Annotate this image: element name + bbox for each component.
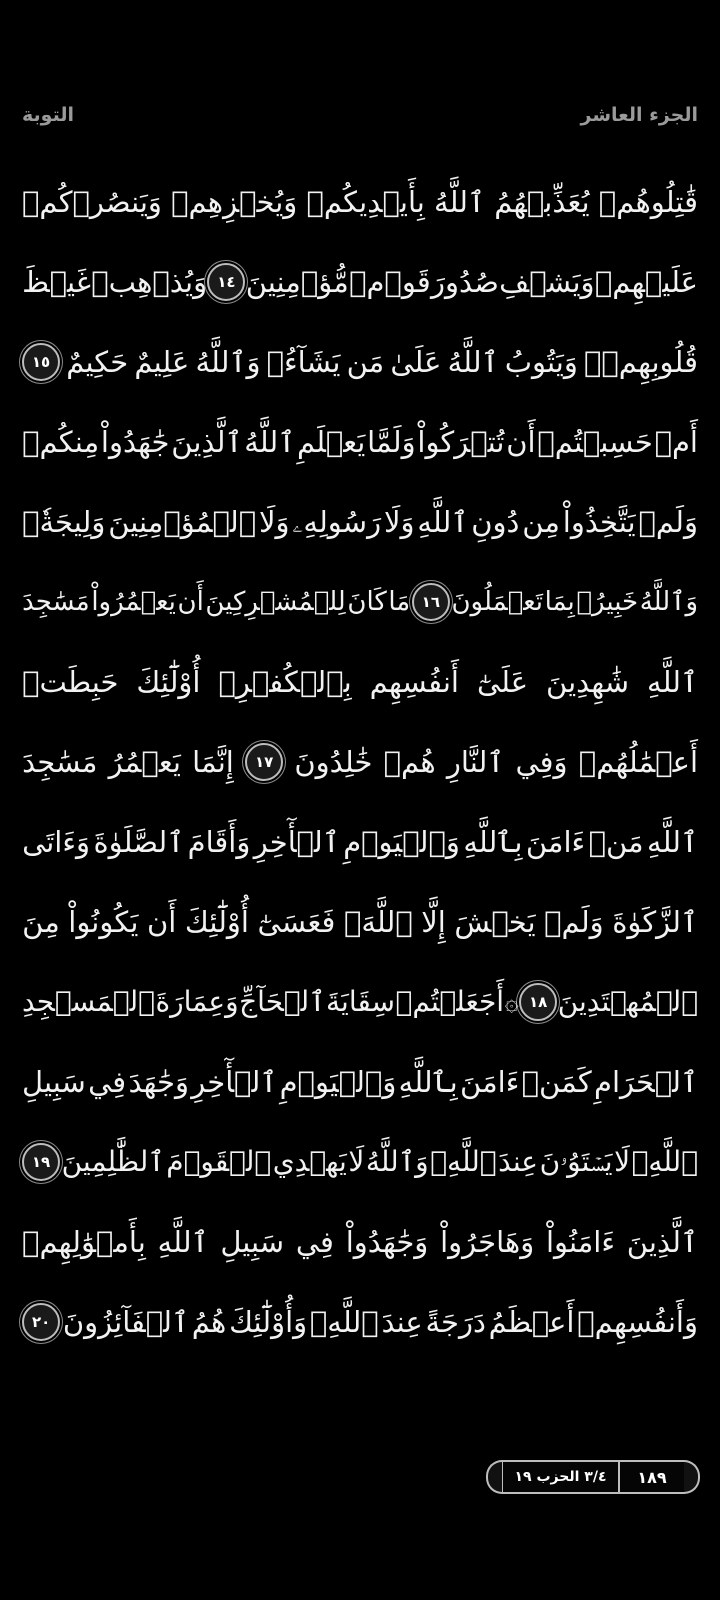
quran-word[interactable]: أَنفُسِهِم — [369, 664, 459, 699]
quran-word[interactable]: دُونِ — [471, 504, 520, 539]
quran-word[interactable]: لَا — [614, 1145, 631, 1178]
quran-word[interactable]: وَٱللَّهُ — [639, 587, 698, 617]
quran-word[interactable]: عِندَ — [381, 1304, 423, 1339]
quran-word[interactable]: يَعۡلَمِ — [297, 424, 366, 459]
page-number: ١٨٩ — [618, 1460, 684, 1494]
quran-word[interactable]: سَبِيلِ — [220, 1224, 285, 1259]
quran-word[interactable]: ٱللَّهُ — [447, 344, 499, 379]
quran-word[interactable]: لِلۡمُشۡرِكِينَ — [205, 587, 346, 617]
quran-word[interactable]: ٱللَّهَۖ — [343, 904, 413, 939]
quran-word[interactable]: غَيۡظَ — [22, 264, 91, 299]
quran-word[interactable]: كَانَ — [347, 587, 387, 617]
ayah-number-marker[interactable]: ١٧ — [245, 743, 283, 781]
text-line — [22, 562, 698, 642]
text-line — [22, 1042, 698, 1122]
quran-word[interactable]: قُلُوبِهِمۡۗ — [584, 344, 698, 379]
text-line — [22, 322, 698, 402]
quran-word[interactable]: أَمۡ — [654, 424, 698, 459]
quran-word[interactable]: وَلَمۡ — [544, 904, 604, 939]
quran-word[interactable]: إِنَّمَا — [192, 744, 234, 779]
ayah-number-marker[interactable]: ١٤ — [207, 263, 245, 301]
quran-word[interactable]: عِندَ — [498, 1145, 539, 1178]
text-line — [22, 962, 698, 1042]
quran-word[interactable]: سِقَايَةَ — [326, 985, 396, 1018]
quran-word[interactable]: يَعۡمُرُ — [108, 744, 181, 779]
ayah-number-marker[interactable]: ٢٠ — [22, 1303, 60, 1341]
ayah-number-marker[interactable]: ١٩ — [22, 1143, 60, 1181]
quran-word[interactable]: عَلَىٰٓ — [476, 664, 529, 699]
quran-word[interactable]: أُوْلَٰٓئِكَ — [184, 904, 249, 939]
quran-word[interactable]: وَأَقَامَ — [187, 824, 251, 859]
text-line — [22, 1282, 698, 1362]
quran-word[interactable]: شَٰهِدِينَ — [546, 664, 630, 699]
footer-ornament-left — [486, 1460, 502, 1494]
quran-word[interactable]: يَشَآءُۗ — [266, 344, 341, 379]
quran-word[interactable]: مِنكُمۡ — [22, 424, 100, 459]
quran-word[interactable]: هُمُ — [191, 1304, 227, 1339]
quran-word[interactable]: يَسۡتَوُۥنَ — [539, 1145, 613, 1178]
quran-word[interactable]: وَأَنفُسِهِمۡ — [577, 1304, 698, 1339]
quran-word[interactable]: وَجَٰهَدُواْ — [345, 1224, 429, 1259]
quran-word[interactable]: دَرَجَةً — [425, 1304, 486, 1339]
quran-word[interactable]: وَجَٰهَدَ — [128, 1064, 189, 1099]
quran-word[interactable]: حَبِطَتۡ — [22, 664, 119, 699]
quran-word[interactable]: وَلِيجَةٗۚ — [22, 504, 106, 539]
quran-word[interactable]: أَعۡمَٰلُهُمۡ — [578, 744, 698, 779]
quran-word[interactable]: ٱلصَّلَوٰةَ — [93, 824, 185, 859]
quran-word[interactable]: ٱلظَّٰلِمِينَ — [61, 1145, 165, 1178]
quran-word[interactable]: وَيَنصُرۡكُمۡ — [22, 184, 162, 219]
quran-word[interactable]: رَسُولِهِۦ — [292, 504, 382, 539]
quran-word[interactable]: ٱلۡمَسۡجِدِ — [22, 985, 155, 1018]
quran-word[interactable]: جَٰهَدُواْ — [100, 424, 170, 459]
quran-word[interactable]: وَلَمۡ — [638, 504, 698, 539]
text-line — [22, 482, 698, 562]
quran-word[interactable]: عَلِيمٌ — [134, 344, 190, 379]
quran-word[interactable]: ٱللَّهِ — [647, 824, 698, 859]
quran-word[interactable]: وَهَاجَرُواْ — [440, 1224, 535, 1259]
quran-word[interactable]: وَيُذۡهِبۡ — [91, 264, 208, 299]
hizb-indicator: ٣/٤ الحزب ١٩ — [502, 1460, 618, 1494]
quran-word[interactable]: مُّؤۡمِنِينَ — [245, 264, 349, 299]
quran-word[interactable]: قَوۡمٖ — [349, 264, 431, 299]
quran-word[interactable]: ٱلۡحَآجِّ — [239, 985, 326, 1018]
quran-word[interactable]: يَتَّخِذُواْ — [562, 504, 636, 539]
quran-word[interactable]: يَهۡدِي — [272, 1145, 347, 1178]
quran-word[interactable]: ٱلزَّكَوٰةَ — [612, 904, 698, 939]
quran-word[interactable]: قَٰتِلُوهُمۡ — [598, 184, 698, 219]
ayah-number-marker[interactable]: ١٨ — [519, 983, 557, 1021]
text-line — [22, 162, 698, 242]
quran-word[interactable]: بِمَا — [544, 587, 575, 617]
quran-word[interactable]: وَيُخۡزِهِمۡ — [171, 184, 298, 219]
quran-word[interactable]: مَن — [346, 344, 385, 379]
quran-word[interactable]: مَنۡ — [588, 824, 644, 859]
quran-word[interactable]: بِأَيۡدِيكُمۡ — [306, 184, 425, 219]
quran-word[interactable]: وَلَا — [383, 504, 415, 539]
quran-word[interactable]: تَعۡمَلُونَ — [451, 587, 543, 617]
text-line — [22, 1202, 698, 1282]
quran-word[interactable]: وَعِمَارَةَ — [155, 985, 239, 1018]
quran-word[interactable]: ٱلۡحَرَامِ — [594, 1064, 698, 1099]
quran-word[interactable]: وَٱللَّهُ — [195, 344, 261, 379]
quran-word[interactable]: ٱللَّهُ — [434, 184, 486, 219]
quran-word[interactable]: مَا — [388, 587, 411, 617]
quran-word[interactable]: خَبِيرُۢ — [576, 587, 639, 617]
quran-word[interactable]: أُوْلَٰٓئِكَ — [136, 664, 201, 699]
mushaf-page[interactable] — [22, 162, 698, 1362]
text-line — [22, 722, 698, 802]
quran-word[interactable]: هُمۡ — [383, 744, 436, 779]
quran-word[interactable]: عَلَيۡهِمۡ — [594, 264, 698, 299]
quran-word[interactable]: فِي — [88, 1064, 127, 1099]
quran-word[interactable]: مَسَٰجِدَ — [22, 587, 90, 617]
ayah-number-marker[interactable]: ١٥ — [22, 343, 60, 381]
quran-word[interactable]: وَفِي — [515, 744, 568, 779]
quran-word[interactable]: وَٱلۡيَوۡمِ — [279, 1064, 397, 1099]
ayah-number-marker[interactable]: ١٦ — [412, 583, 450, 621]
quran-word[interactable]: ٱلۡأٓخِرِ — [253, 824, 340, 859]
quran-word[interactable]: سَبِيلِ — [22, 1064, 86, 1099]
quran-word[interactable]: أَجَعَلۡتُمۡ — [395, 985, 505, 1018]
quran-word[interactable]: وَيَتُوبُ — [504, 344, 578, 379]
quran-word[interactable]: ٱلَّذِينَ — [171, 424, 243, 459]
quran-word[interactable]: ءَامَنَ — [525, 824, 586, 859]
quran-word[interactable]: وَأُوْلَٰٓئِكَ — [229, 1304, 308, 1339]
quran-word[interactable]: بِٱللَّهِ — [398, 1064, 458, 1099]
juz-name: الجزء العاشر — [580, 104, 698, 126]
quran-word[interactable]: أَن — [146, 904, 177, 939]
quran-word[interactable]: حَسِبۡتُمۡ — [537, 424, 653, 459]
quran-word[interactable]: وَءَاتَى — [22, 824, 91, 859]
quran-word[interactable]: إِلَّا — [421, 904, 446, 939]
quran-word[interactable]: ٱللَّهِ — [417, 504, 469, 539]
text-line — [22, 802, 698, 882]
text-line — [22, 242, 698, 322]
text-line — [22, 642, 698, 722]
quran-word[interactable]: أَن — [177, 587, 204, 617]
quran-word[interactable]: مِن — [522, 504, 560, 539]
quran-word[interactable]: ٱللَّهِۗ — [430, 1145, 497, 1178]
footer-ornament-right — [684, 1460, 700, 1494]
quran-word[interactable]: ٱلۡفَآئِزُونَ — [62, 1304, 189, 1339]
page-footer — [486, 1460, 700, 1494]
rub-el-hizb-icon: ۞ — [504, 988, 519, 1016]
quran-word[interactable]: ٱلَّذِينَ — [626, 1224, 698, 1259]
quran-word[interactable]: ٱلۡقَوۡمَ — [166, 1145, 272, 1178]
quran-word[interactable]: حَكِيمٌ — [66, 344, 129, 379]
quran-word[interactable]: يَكُونُواْ — [68, 904, 139, 939]
quran-word[interactable]: كَمَنۡ — [521, 1064, 592, 1099]
quran-word[interactable]: ءَامَنَ — [460, 1064, 520, 1099]
quran-word[interactable]: ٱلۡأٓخِرِ — [191, 1064, 278, 1099]
quran-word[interactable]: وَيَشۡفِ — [499, 264, 595, 299]
quran-word[interactable]: وَٱلۡيَوۡمِ — [343, 824, 460, 859]
quran-word[interactable]: ٱلۡمُؤۡمِنِينَ — [108, 504, 257, 539]
quran-word[interactable]: وَٱللَّهُ — [365, 1145, 429, 1178]
text-line — [22, 882, 698, 962]
quran-word[interactable]: ٱللَّهُ — [244, 424, 296, 459]
quran-word[interactable]: يَعۡمُرُواْ — [91, 587, 176, 617]
quran-word[interactable]: ٱللَّهِ — [157, 1224, 209, 1259]
quran-word[interactable]: ٱلۡمُهۡتَدِينَ — [557, 985, 698, 1018]
quran-word[interactable]: عَلَىٰ — [390, 344, 442, 379]
quran-word[interactable]: أَعۡظَمُ — [488, 1304, 575, 1339]
quran-word[interactable]: خَٰلِدُونَ — [294, 744, 373, 779]
quran-word[interactable]: صُدُورَ — [431, 264, 499, 299]
surah-name: التوبة — [22, 104, 74, 126]
quran-word[interactable]: فَعَسَىٰٓ — [257, 904, 336, 939]
quran-word[interactable]: لَا — [348, 1145, 365, 1178]
quran-word[interactable]: مِنَ — [22, 904, 60, 939]
quran-word[interactable]: بِٱلۡكُفۡرِۚ — [218, 664, 352, 699]
text-line — [22, 1122, 698, 1202]
quran-word[interactable]: ءَامَنُواْ — [545, 1224, 616, 1259]
quran-word[interactable]: ٱللَّهِۚ — [631, 1145, 698, 1178]
quran-word[interactable]: أَن — [506, 424, 536, 459]
quran-word[interactable]: مَسَٰجِدَ — [22, 744, 98, 779]
quran-word[interactable]: وَلَمَّا — [367, 424, 416, 459]
quran-word[interactable]: وَلَا — [259, 504, 290, 539]
quran-word[interactable]: ٱلنَّارِ — [446, 744, 505, 779]
quran-word[interactable]: فِي — [295, 1224, 334, 1259]
quran-word[interactable]: بِٱللَّهِ — [463, 824, 523, 859]
text-line — [22, 402, 698, 482]
quran-word[interactable]: يُعَذِّبۡهُمُ — [494, 184, 590, 219]
quran-word[interactable]: تُتۡرَكُواْ — [417, 424, 505, 459]
quran-word[interactable]: بِأَمۡوَٰلِهِمۡ — [22, 1224, 146, 1259]
quran-word[interactable]: يَخۡشَ — [454, 904, 536, 939]
quran-word[interactable]: ٱللَّهِۚ — [309, 1304, 379, 1339]
page-header — [22, 98, 698, 132]
quran-word[interactable]: ٱللَّهِ — [647, 664, 698, 699]
